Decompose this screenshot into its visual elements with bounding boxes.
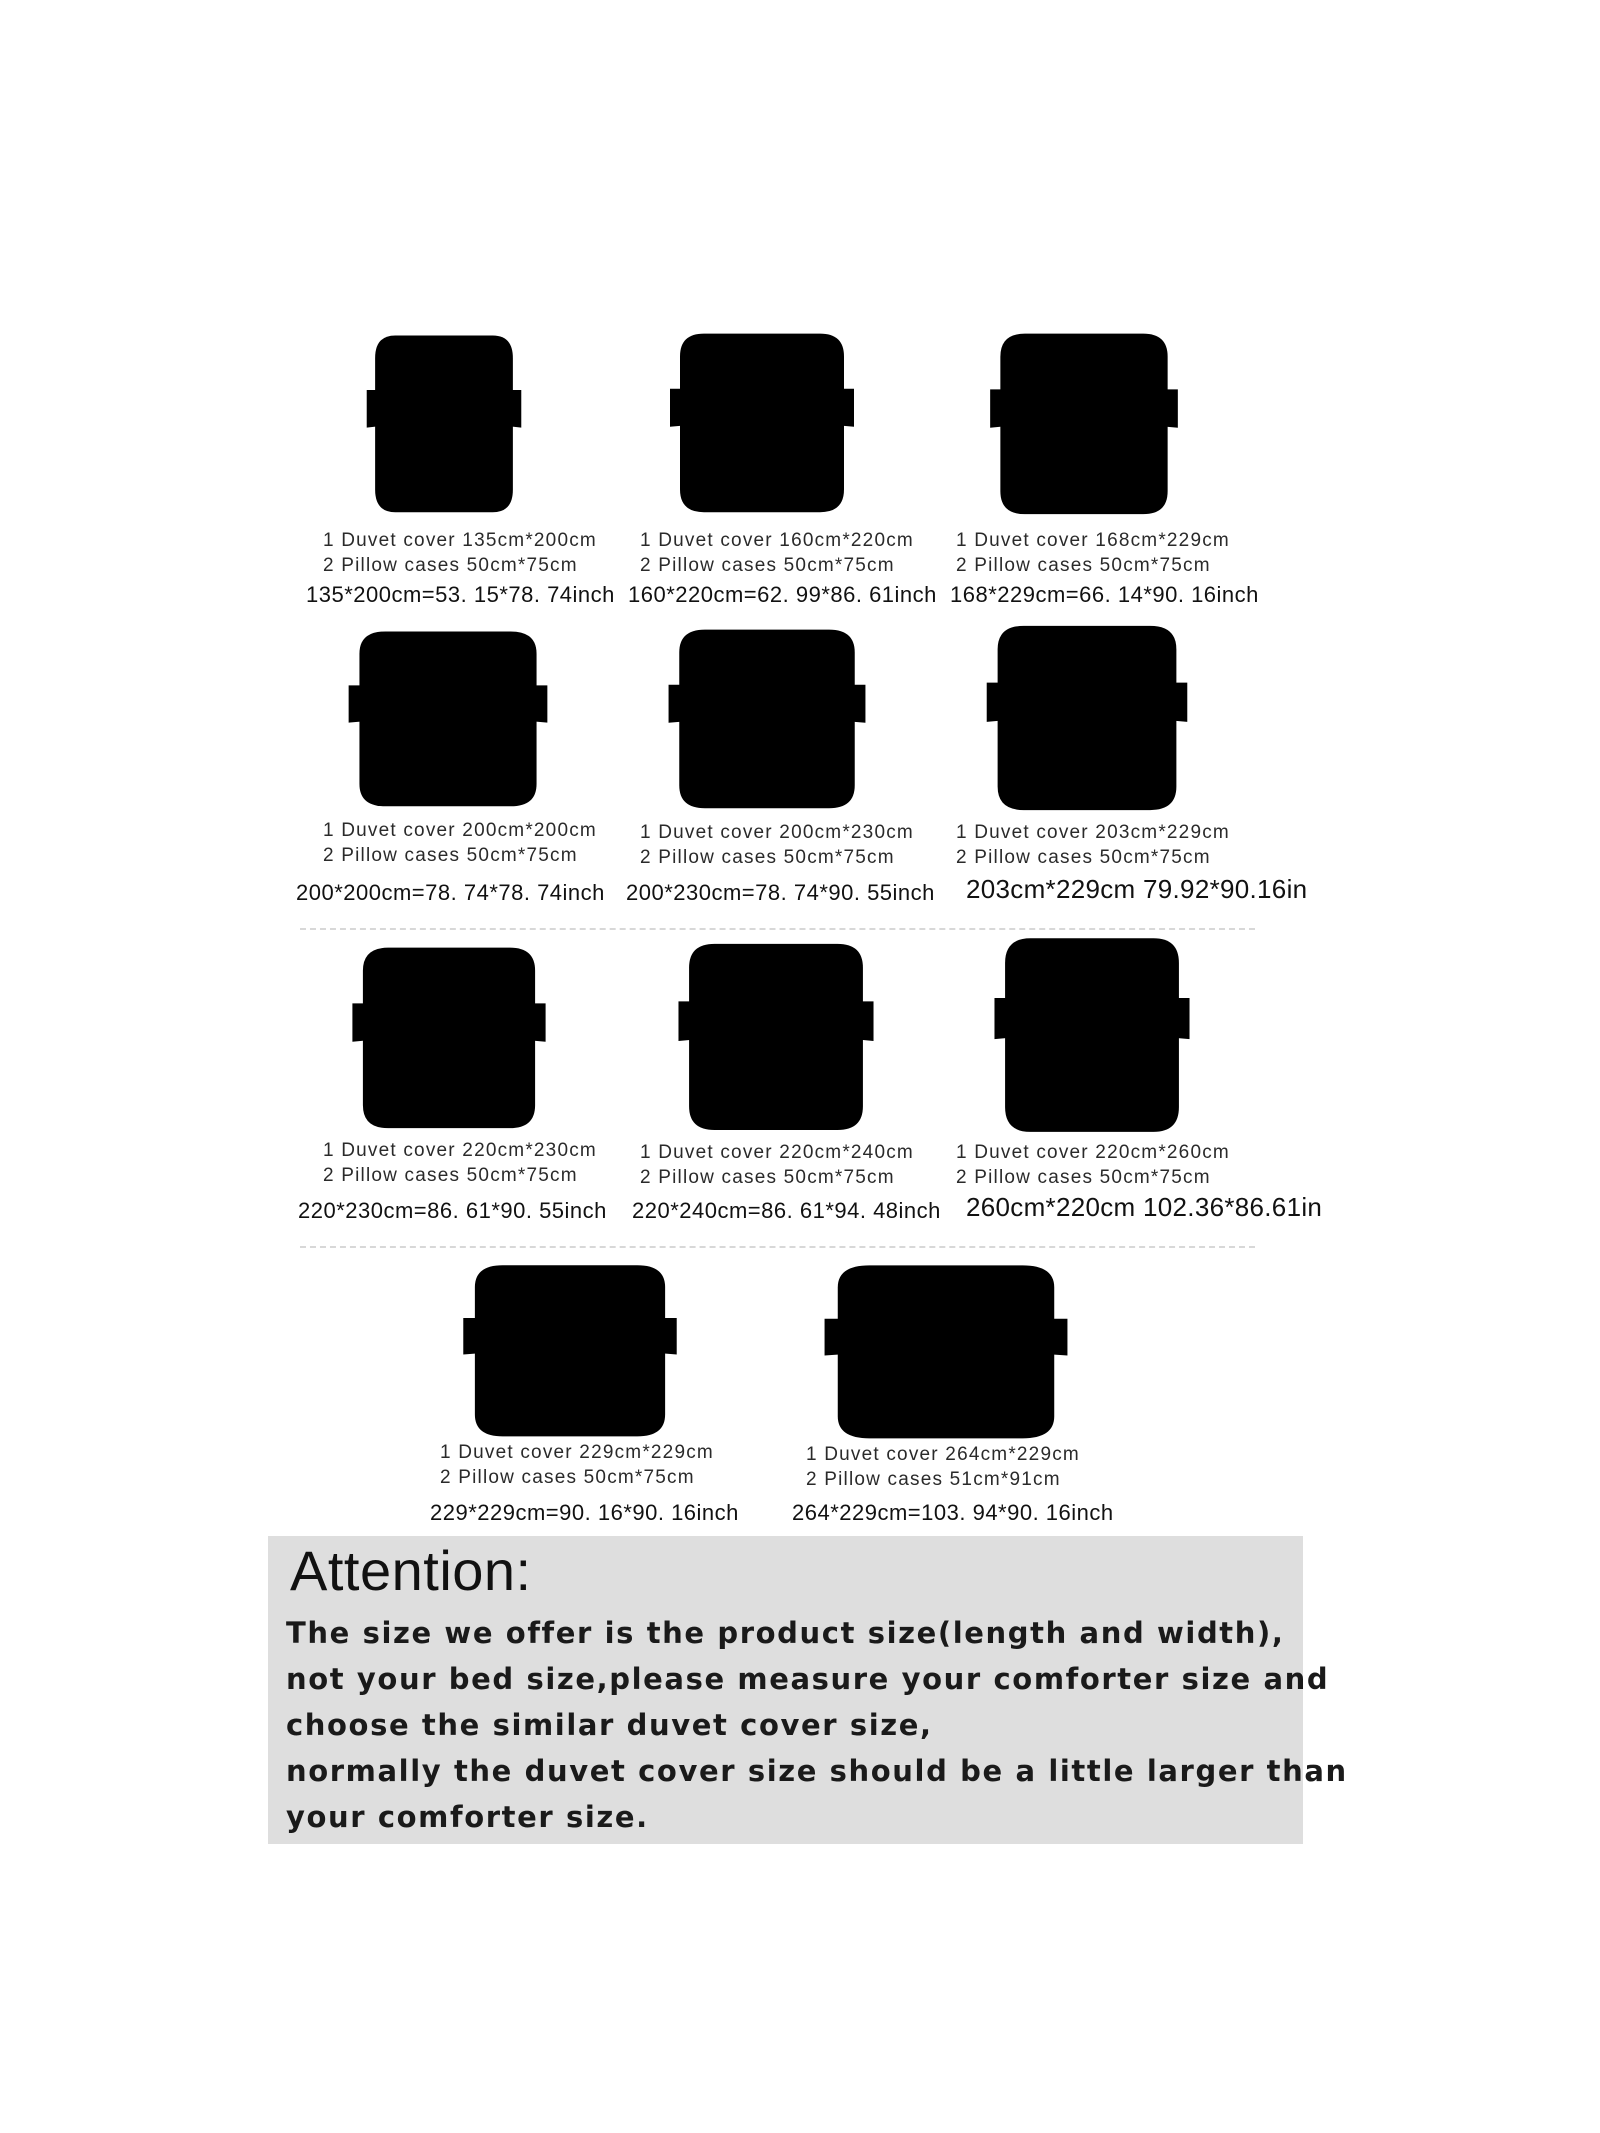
divider: [300, 1246, 1255, 1248]
duvet-cover-spec: 1 Duvet cover 200cm*200cm: [323, 820, 597, 841]
pillow-case-spec: 2 Pillow cases 50cm*75cm: [640, 1167, 895, 1188]
duvet-cover-spec: 1 Duvet cover 220cm*240cm: [640, 1142, 914, 1163]
duvet-cover-spec: 1 Duvet cover 160cm*220cm: [640, 530, 914, 551]
duvet-cover-spec: 1 Duvet cover 220cm*230cm: [323, 1140, 597, 1161]
size-conversion: 200*200cm=78. 74*78. 74inch: [296, 880, 605, 905]
attention-note: [268, 1536, 1348, 1844]
bed-icon: [986, 930, 1198, 1136]
duvet-cover-spec: 1 Duvet cover 220cm*260cm: [956, 1142, 1230, 1163]
attention-line: normally the duvet cover size should be a little larger than: [286, 1754, 1348, 1788]
pillow-case-spec: 2 Pillow cases 51cm*91cm: [806, 1469, 1061, 1490]
size-conversion: 160*220cm=62. 99*86. 61inch: [628, 582, 937, 607]
size-conversion: 229*229cm=90. 16*90. 16inch: [430, 1500, 739, 1525]
pillow-case-spec: 2 Pillow cases 50cm*75cm: [640, 847, 895, 868]
size-conversion: 200*230cm=78. 74*90. 55inch: [626, 880, 935, 905]
bed-icon: [660, 622, 874, 812]
pillow-case-spec: 2 Pillow cases 50cm*75cm: [640, 555, 895, 576]
attention-line: choose the similar duvet cover size,: [286, 1708, 933, 1742]
bed-icon: [344, 940, 554, 1132]
bed-icon: [814, 1258, 1078, 1442]
duvet-cover-spec: 1 Duvet cover 264cm*229cm: [806, 1444, 1080, 1465]
pillow-case-spec: 2 Pillow cases 50cm*75cm: [323, 555, 578, 576]
pillow-case-spec: 2 Pillow cases 50cm*75cm: [956, 1167, 1211, 1188]
size-conversion: 260cm*220cm 102.36*86.61in: [966, 1192, 1323, 1222]
duvet-cover-spec: 1 Duvet cover 168cm*229cm: [956, 530, 1230, 551]
pillow-case-spec: 2 Pillow cases 50cm*75cm: [440, 1467, 695, 1488]
size-conversion: 220*230cm=86. 61*90. 55inch: [298, 1198, 607, 1223]
attention-line: your comforter size.: [286, 1800, 649, 1834]
size-conversion: 135*200cm=53. 15*78. 74inch: [306, 582, 615, 607]
pillow-case-spec: 2 Pillow cases 50cm*75cm: [323, 1165, 578, 1186]
bed-icon: [454, 1258, 686, 1440]
duvet-cover-spec: 1 Duvet cover 229cm*229cm: [440, 1442, 714, 1463]
duvet-cover-spec: 1 Duvet cover 135cm*200cm: [323, 530, 597, 551]
size-conversion: 264*229cm=103. 94*90. 16inch: [792, 1500, 1114, 1525]
duvet-cover-spec: 1 Duvet cover 200cm*230cm: [640, 822, 914, 843]
size-conversion: 203cm*229cm 79.92*90.16in: [966, 874, 1308, 904]
size-conversion: 168*229cm=66. 14*90. 16inch: [950, 582, 1259, 607]
attention-body: [286, 1610, 1348, 1840]
pillow-case-spec: 2 Pillow cases 50cm*75cm: [956, 555, 1211, 576]
bed-icon: [662, 326, 862, 516]
bed-icon: [978, 618, 1196, 814]
size-conversion: 220*240cm=86. 61*94. 48inch: [632, 1198, 941, 1223]
bed-icon: [360, 328, 528, 516]
bed-icon: [670, 936, 882, 1134]
duvet-cover-spec: 1 Duvet cover 203cm*229cm: [956, 822, 1230, 843]
pillow-case-spec: 2 Pillow cases 50cm*75cm: [956, 847, 1211, 868]
attention-line: The size we offer is the product size(length and width),: [286, 1616, 1285, 1650]
attention-title: Attention:: [290, 1539, 532, 1602]
attention-line: not your bed size,please measure your comforter size and: [286, 1662, 1330, 1696]
bed-icon: [982, 326, 1186, 518]
bed-icon: [340, 624, 556, 810]
pillow-case-spec: 2 Pillow cases 50cm*75cm: [323, 845, 578, 866]
